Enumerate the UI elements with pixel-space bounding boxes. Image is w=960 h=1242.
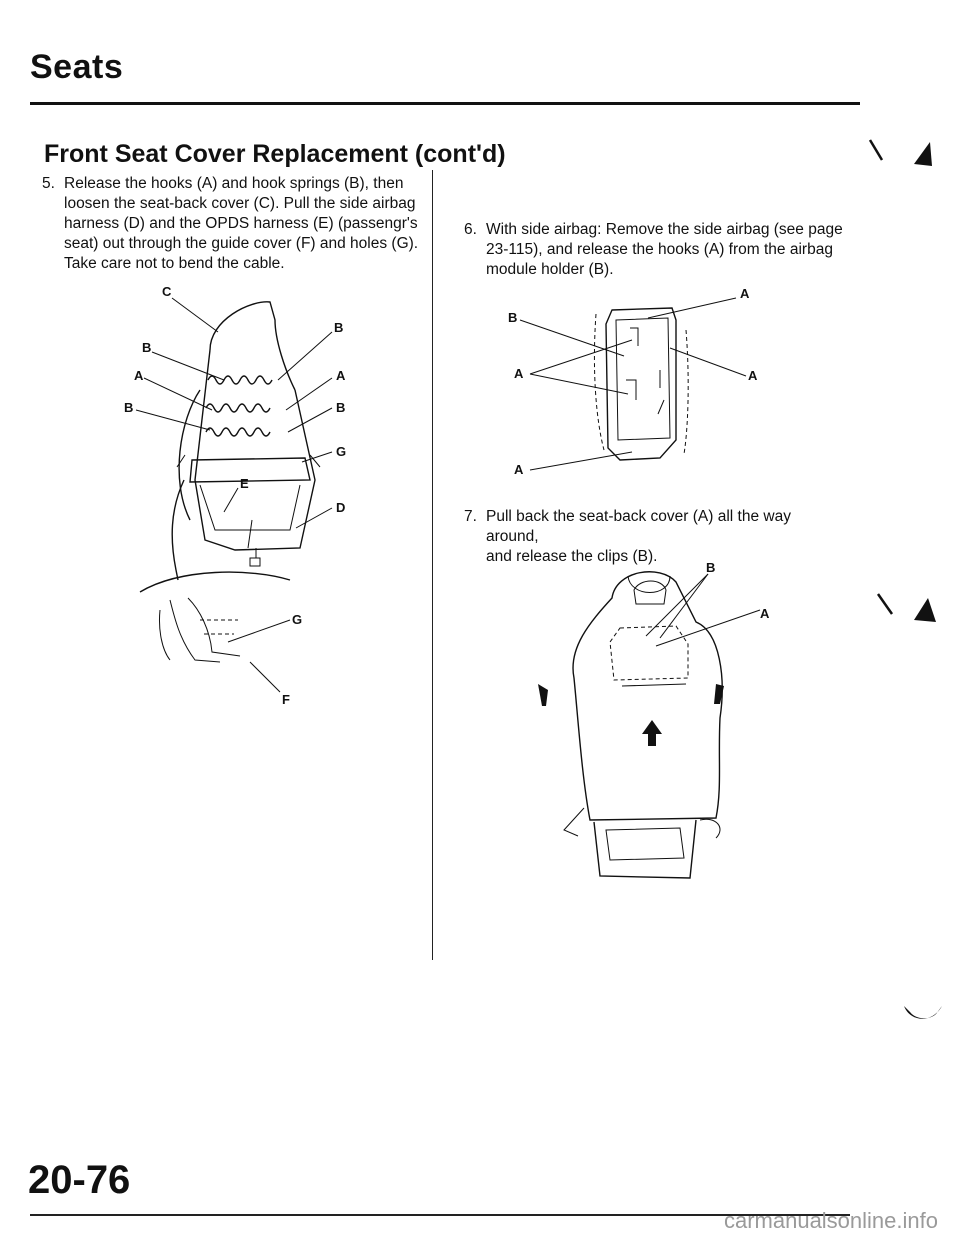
corner-mark-icon — [868, 138, 948, 178]
label-g: G — [292, 612, 303, 627]
figure-seat-back-hooks — [100, 280, 430, 710]
step-5-line: Take care not to bend the cable. — [64, 255, 285, 272]
step-7-line: Pull back the seat-back cover (A) all the way around, — [486, 508, 791, 545]
step-6-line: With side airbag: Remove the side airbag (see page — [486, 221, 843, 238]
label-g: G — [336, 444, 347, 459]
label-a: A — [514, 462, 524, 477]
column-divider — [432, 170, 433, 960]
label-a: A — [514, 366, 524, 381]
label-b: B — [334, 320, 344, 335]
step-7-number: 7. — [464, 508, 477, 525]
label-f: F — [282, 692, 290, 707]
label-b: B — [706, 560, 716, 575]
step-6-line: module holder (B). — [486, 261, 614, 278]
title-rule — [30, 102, 860, 105]
label-a: A — [748, 368, 758, 383]
section-title: Front Seat Cover Replacement (cont'd) — [44, 140, 506, 168]
step-5-line: Release the hooks (A) and hook springs (B), then — [64, 175, 404, 192]
step-5-line: loosen the seat-back cover (C). Pull the side airbag — [64, 195, 416, 212]
label-a: A — [336, 368, 346, 383]
corner-mark-icon — [876, 592, 946, 626]
figure-seat-back-cover — [520, 558, 790, 898]
step-5-number: 5. — [42, 175, 55, 192]
figure-airbag-module-holder — [500, 286, 800, 480]
label-a: A — [740, 286, 750, 301]
page-number: 20-76 — [28, 1158, 131, 1202]
label-a: A — [134, 368, 144, 383]
label-d: D — [336, 500, 346, 515]
step-5-line: harness (D) and the OPDS harness (E) (passengr's — [64, 215, 418, 232]
label-b: B — [124, 400, 134, 415]
label-a: A — [760, 606, 770, 621]
step-7-line: and release the clips (B). — [486, 548, 658, 565]
step-6-number: 6. — [464, 221, 477, 238]
label-b: B — [142, 340, 152, 355]
step-5-text — [42, 174, 424, 274]
watermark: carmanualsonline.info — [723, 1208, 938, 1233]
page-title: Seats — [30, 48, 124, 86]
label-b: B — [508, 310, 518, 325]
label-c: C — [162, 284, 172, 299]
step-6-text — [464, 220, 846, 280]
label-e: E — [240, 476, 249, 491]
label-b: B — [336, 400, 346, 415]
step-5-line: seat) out through the guide cover (F) and holes (G). — [64, 235, 419, 252]
step-6-line: 23-115), and release the hooks (A) from the airbag — [486, 241, 833, 258]
corner-mark-icon — [902, 1002, 946, 1028]
